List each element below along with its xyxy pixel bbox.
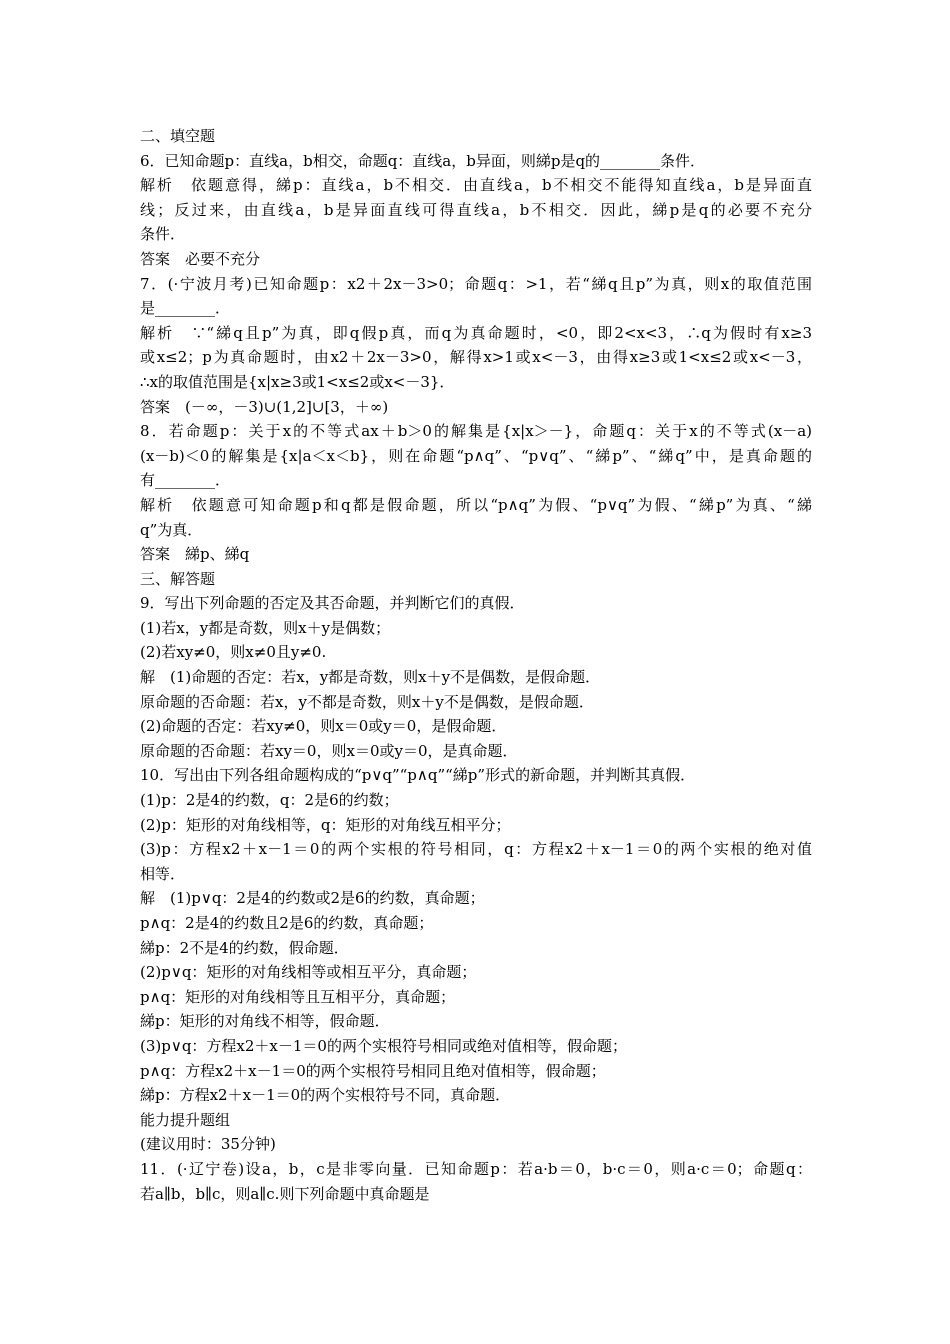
text-line: ∴x的取值范围是{x|x≥3或1<x≤2或x<－3}． — [140, 372, 455, 391]
text-line: 7．(·宁波月考)已知命题p：x2＋2x－3>0；命题q：>1，若“綈q且p”为真，则x的取值范围 — [140, 274, 812, 293]
text-line: (1)若x，y都是奇数，则x＋y是偶数； — [140, 618, 391, 637]
text-line: 10．写出由下列各组命题构成的“p∨q”“p∧q”“綈p”形式的新命题，并判断其真假． — [140, 766, 696, 785]
text-line: 能力提升题组 — [140, 1110, 231, 1129]
document-page — [140, 124, 812, 1206]
text-line: 原命题的否命题：若x，y不都是奇数，则x＋y不是偶数，是假命题． — [140, 692, 594, 711]
text-line: (3)p：方程x2＋x－1＝0的两个实根的符号相同，q：方程x2＋x－1＝0的两个实根的绝对值 — [140, 840, 812, 859]
text-line: 9．写出下列命题的否定及其否命题，并判断它们的真假． — [140, 594, 525, 613]
text-line: 有________． — [140, 471, 231, 490]
text-line: (2)命题的否定：若xy≠0，则x＝0或y＝0，是假命题． — [140, 717, 507, 736]
text-line: 是________． — [140, 299, 231, 318]
text-line: 二、填空题 — [140, 127, 216, 145]
text-line: 原命题的否命题：若xy＝0，则x＝0或y＝0，是真命题． — [140, 741, 518, 760]
text-line: 相等． — [140, 864, 186, 883]
text-line: 綈p：方程x2＋x－1＝0的两个实根符号不同，真命题． — [140, 1086, 511, 1105]
text-line: 解 (1)p∨q：2是4的约数或2是6的约数，真命题； — [140, 889, 485, 908]
text-line: 或x≤2；p为真命题时，由x2＋2x－3>0，解得x>1或x<－3，由得x≥3或1<x≤2或x<－3， — [140, 348, 812, 367]
text-line: 解析 依题意得，綈p：直线a，b不相交．由直线a，b不相交不能得知直线a，b是异面直 — [140, 176, 812, 195]
text-line: (2)若xy≠0，则x≠0且y≠0. — [140, 643, 327, 662]
text-line: 答案 (－∞，－3)∪(1,2]∪[3，＋∞) — [140, 397, 389, 416]
text-line: 线；反过来，由直线a，b是异面直线可得直线a，b不相交．因此，綈p是q的必要不充分 — [140, 200, 812, 219]
text-line: 若a∥b，b∥c，则a∥c.则下列命题中真命题是 — [140, 1184, 430, 1203]
text-line: p∧q：矩形的对角线相等且互相平分，真命题； — [140, 987, 456, 1006]
text-line: 解析 ∵“綈q且p”为真，即q假p真，而q为真命题时，<0，即2<x<3，∴q为假时有x≥3 — [140, 323, 812, 342]
text-line: 解析 依题意可知命题p和q都是假命题，所以“p∧q”为假、“p∨q”为假、“綈p”为真、“綈 — [140, 495, 812, 514]
text-line: 6．已知命题p：直线a，b相交，命题q：直线a，b异面，则綈p是q的________条件． — [140, 151, 706, 170]
text-line: 8．若命题p：关于x的不等式ax＋b＞0的解集是{x|x＞－}，命题q：关于x的不等式(x－a) — [140, 422, 812, 441]
text-line: (建议用时：35分钟) — [140, 1135, 276, 1154]
text-line: (x－b)＜0的解集是{x|a＜x＜b}，则在命题“p∧q”、“p∨q”、“綈p”、“綈q”中，是真命题的 — [140, 446, 812, 465]
text-line: 綈p：2不是4的约数，假命题． — [140, 938, 349, 957]
text-line: 綈p：矩形的对角线不相等，假命题． — [140, 1012, 390, 1031]
text-line: 条件． — [140, 225, 186, 244]
text-line: 答案 必要不充分 — [140, 249, 261, 268]
text-line: 11．(·辽宁卷)设a，b，c是非零向量．已知命题p：若a·b＝0，b·c＝0，则a·c＝0；命题q： — [140, 1159, 812, 1178]
text-line: p∧q：方程x2＋x－1＝0的两个实根符号相同且绝对值相等，假命题； — [140, 1061, 606, 1080]
text-line: (1)p：2是4的约数，q：2是6的约数； — [140, 791, 399, 810]
text-line: 答案 綈p、綈q — [140, 545, 250, 564]
text-line: q”为真． — [140, 520, 203, 539]
text-line: p∧q：2是4的约数且2是6的约数，真命题； — [140, 914, 434, 932]
text-line: (2)p：矩形的对角线相等，q：矩形的对角线互相平分； — [140, 815, 511, 834]
text-line: 解 (1)命题的否定：若x，y都是奇数，则x＋y不是偶数，是假命题． — [140, 668, 601, 687]
text-line: 三、解答题 — [140, 569, 216, 588]
text-line: (3)p∨q：方程x2＋x－1＝0的两个实根符号相同或绝对值相等，假命题； — [140, 1036, 627, 1055]
text-line: (2)p∨q：矩形的对角线相等或相互平分，真命题； — [140, 963, 477, 982]
